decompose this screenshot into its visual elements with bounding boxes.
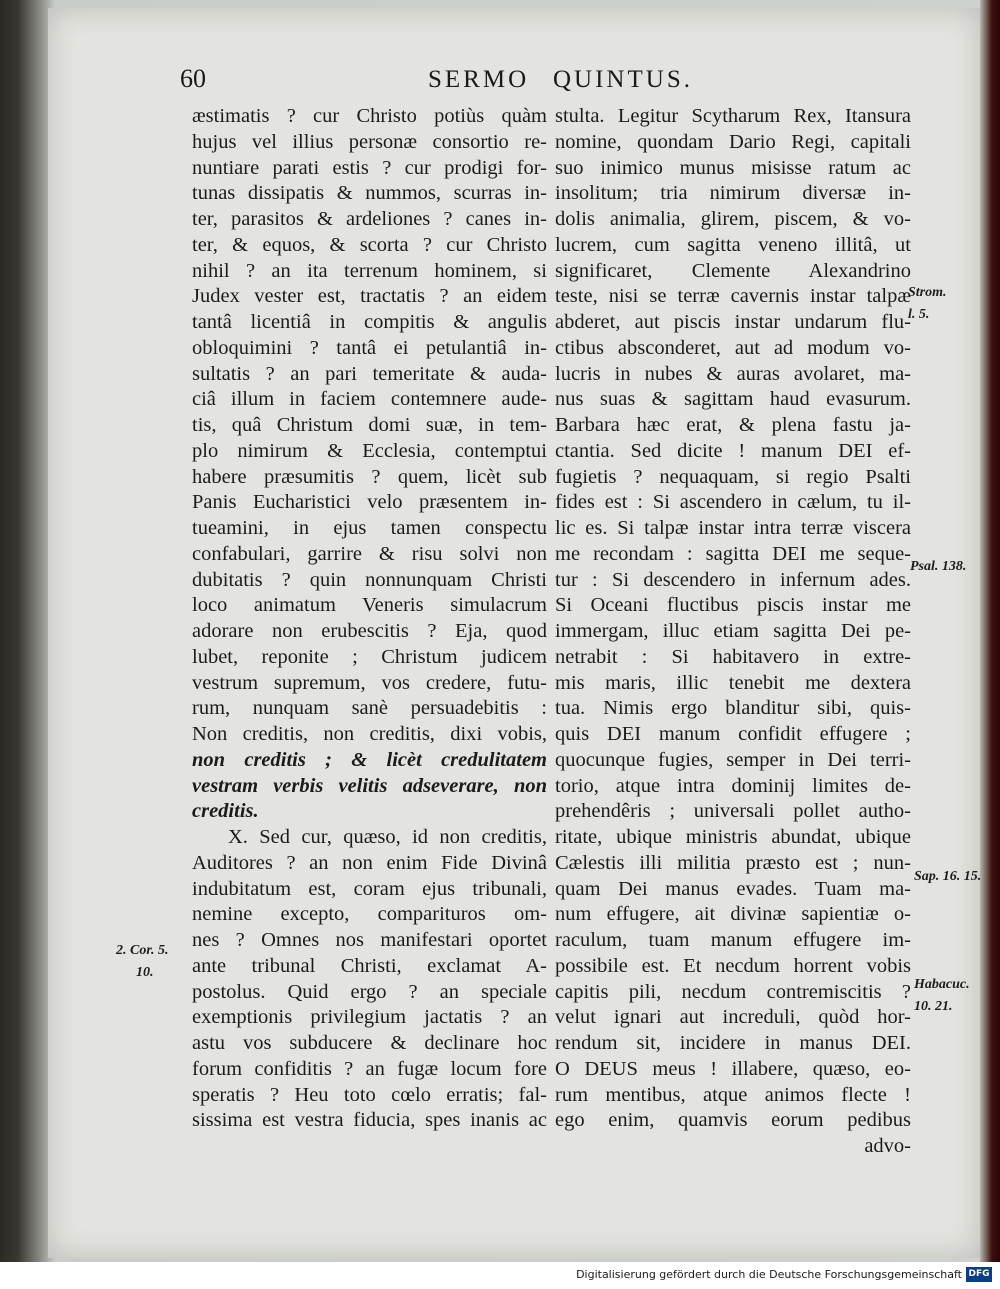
- text-line: nihil ? an ita terrenum hominem, si: [192, 259, 547, 282]
- text-line: sissima est vestra fiducia, spes inanis ac: [192, 1109, 547, 1132]
- text-line: capitis pili, necdum contremiscitis ?: [555, 980, 911, 1003]
- text-line: torio, atque intra dominij limites de-: [555, 774, 911, 797]
- text-line: nemine excepto, comparituros om-: [192, 903, 547, 926]
- text-line: ctantia. Sed dicite ! manum DEI ef-: [555, 439, 911, 462]
- text-line: forum confiditis ? an fugæ locum fore: [192, 1057, 547, 1080]
- text-line: prehendêris ; universali pollet autho-: [555, 800, 911, 823]
- text-line: tunas dissipatis & nummos, scurras in-: [192, 182, 547, 205]
- margin-note-habacuc-ref: 10. 21.: [914, 999, 953, 1014]
- text-line: X. Sed cur, quæso, id non creditis,: [228, 826, 547, 848]
- text-line: loco animatum Veneris simulacrum: [192, 594, 547, 617]
- text-line: quis DEI manum confidit effugere ;: [555, 723, 911, 745]
- text-line: postolus. Quid ergo ? an speciale: [192, 980, 547, 1003]
- text-line: Non creditis, non creditis, dixi vobis,: [192, 723, 547, 745]
- text-line: tueamini, in ejus tamen conspectu: [192, 517, 547, 539]
- text-line: significaret, Clemente Alexandrino: [555, 259, 911, 282]
- right-column: [555, 104, 911, 1160]
- margin-note-strom-ref: l. 5.: [908, 307, 930, 322]
- text-line: lic es. Si talpæ instar intra terræ viscera: [555, 517, 911, 539]
- text-line: rum, nunquam sanè persuadebitis :: [192, 697, 547, 720]
- page-number: 60: [180, 64, 206, 93]
- text-line: astu vos subducere & declinare hoc: [192, 1032, 547, 1054]
- text-line: lucrem, cum sagitta veneno illitâ, ut: [555, 233, 911, 256]
- text-line: indubitatum est, coram ejus tribunali,: [192, 877, 547, 900]
- text-line: exemptionis privilegium jactatis ? an: [192, 1006, 547, 1029]
- book-spine: [980, 0, 1000, 1262]
- text-line: mis maris, illic tenebit me dextera: [555, 671, 911, 694]
- text-line: possibile est. Et necdum horrent vobis: [555, 954, 911, 977]
- text-line: insolitum; tria nimirum diversæ in-: [555, 182, 911, 205]
- text-line: ante tribunal Christi, exclamat A-: [192, 954, 547, 977]
- running-head-right: QUINTUS.: [553, 66, 693, 93]
- text-line: suo inimico munus misisse ratum ac: [555, 156, 911, 179]
- dfg-logo: DFG: [966, 1267, 992, 1282]
- text-line: non creditis ; & licèt credulitatem: [192, 748, 547, 771]
- text-line: ritate, ubique ministris abundat, ubique: [555, 826, 911, 848]
- text-line: Cælestis illi militia præsto est ; nun-: [555, 851, 911, 874]
- text-line: rum mentibus, atque animos flecte !: [555, 1083, 911, 1106]
- text-line: dolis animalia, glirem, piscem, & vo-: [555, 208, 911, 230]
- text-line: tur : Si descendero in infernum ades.: [555, 568, 911, 591]
- text-line: dubitatis ? quin nonnunquam Christi: [192, 568, 547, 591]
- text-line: nomine, quondam Dario Regi, capitali: [555, 130, 911, 153]
- text-line: tis, quâ Christum domi suæ, in tem-: [192, 414, 547, 436]
- text-line: obloquimini ? tantâ ei petulantiâ in-: [192, 336, 547, 359]
- text-line: O DEUS meus ! illabere, quæso, eo-: [555, 1057, 911, 1080]
- text-line: æstimatis ? cur Christo potiùs quàm: [192, 105, 547, 127]
- text-line: ego enim, quamvis eorum pedibus: [555, 1109, 911, 1132]
- text-line: lubet, reponite ; Christum judicem: [192, 645, 547, 668]
- text-line: abderet, aut piscis instar undarum flu-: [555, 311, 911, 333]
- text-line: habere præsumitis ? quem, licèt sub: [192, 465, 547, 488]
- text-line: tua. Nimis ergo blanditur sibi, quis-: [555, 697, 911, 720]
- text-line: plo nimirum & Ecclesia, contemptui: [192, 439, 547, 462]
- text-line: num effugere, ait divinæ sapientiæ o-: [555, 903, 911, 926]
- text-line: nus suas & sagittam haud evasurum.: [555, 388, 911, 411]
- margin-note-strom: Strom.: [908, 285, 947, 300]
- text-line: Judex vester est, tractatis ? an eidem: [192, 285, 547, 308]
- text-line: ctibus absconderet, aut ad modum vo-: [555, 336, 911, 359]
- dfg-credit: Digitalisierung gefördert durch die Deutsche Forschungsgemeinschaft: [576, 1268, 962, 1281]
- text-line: ter, & equos, & scorta ? cur Christo: [192, 233, 547, 256]
- text-line: ciâ illum in faciem contemnere aude-: [192, 388, 547, 411]
- footer-bar: [0, 1262, 1000, 1289]
- text-line: speratis ? Heu toto cœlo erratis; fal-: [192, 1083, 547, 1106]
- text-line: Barbara hæc erat, & plena fastu ja-: [555, 414, 911, 436]
- text-line: stulta. Legitur Scytharum Rex, Itansura: [555, 105, 911, 127]
- text-line: nes ? Omnes nos manifestari oportet: [192, 929, 547, 951]
- text-line: netrabit : Si habitavero in extre-: [555, 645, 911, 668]
- text-line: advo-: [864, 1135, 911, 1157]
- text-line: Auditores ? an non enim Fide Divinâ: [192, 851, 547, 874]
- text-line: Panis Eucharistici velo præsentem in-: [192, 491, 547, 514]
- text-line: velut ignari aut increduli, quòd hor-: [555, 1006, 911, 1029]
- page-header: [180, 64, 960, 98]
- text-line: quocunque fugies, semper in Dei terri-: [555, 748, 911, 771]
- text-line: immergam, illuc etiam sagitta Dei pe-: [555, 620, 911, 642]
- text-line: sultatis ? an pari temeritate & auda-: [192, 362, 547, 385]
- text-line: teste, nisi se terræ cavernis instar talpæ: [555, 285, 911, 308]
- margin-note-habacuc: Habacuc.: [914, 977, 970, 992]
- margin-note-psal: Psal. 138.: [910, 559, 967, 574]
- text-line: vestram verbis velitis adseverare, non: [192, 774, 547, 797]
- text-line: raculum, tuam manum effugere im-: [555, 929, 911, 951]
- text-line: Si Oceani fluctibus piscis instar me: [555, 594, 911, 617]
- text-line: fides est : Si ascendero in cælum, tu il-: [555, 491, 911, 514]
- left-column: [192, 104, 547, 1134]
- text-line: adorare non erubescitis ? Eja, quod: [192, 620, 547, 642]
- text-line: rendum sit, incidere in manus DEI.: [555, 1032, 911, 1054]
- text-line: lucris in nubes & auras avolaret, ma-: [555, 362, 911, 385]
- margin-note-cor: 2. Cor. 5.: [116, 943, 169, 958]
- margin-note-sap: Sap. 16. 15.: [914, 869, 982, 884]
- text-line: nuntiare parati estis ? cur prodigi for-: [192, 156, 547, 179]
- text-line: hujus vel illius personæ consortio re-: [192, 130, 547, 153]
- text-line: me recondam : sagitta DEI me seque-: [555, 542, 911, 565]
- margin-note-cor-ref: 10.: [136, 965, 154, 980]
- text-line: vestrum supremum, vos credere, futu-: [192, 671, 547, 694]
- text-line: quam Dei manus evades. Tuam ma-: [555, 877, 911, 900]
- text-line: fugietis ? nequaquam, si regio Psalti: [555, 465, 911, 488]
- text-line: ter, parasitos & ardeliones ? canes in-: [192, 208, 547, 230]
- running-head-left: SERMO: [428, 66, 530, 93]
- text-line: confabulari, garrire & risu solvi non: [192, 542, 547, 565]
- text-line: creditis.: [192, 800, 259, 823]
- text-line: tantâ licentiâ in compitis & angulis: [192, 311, 547, 333]
